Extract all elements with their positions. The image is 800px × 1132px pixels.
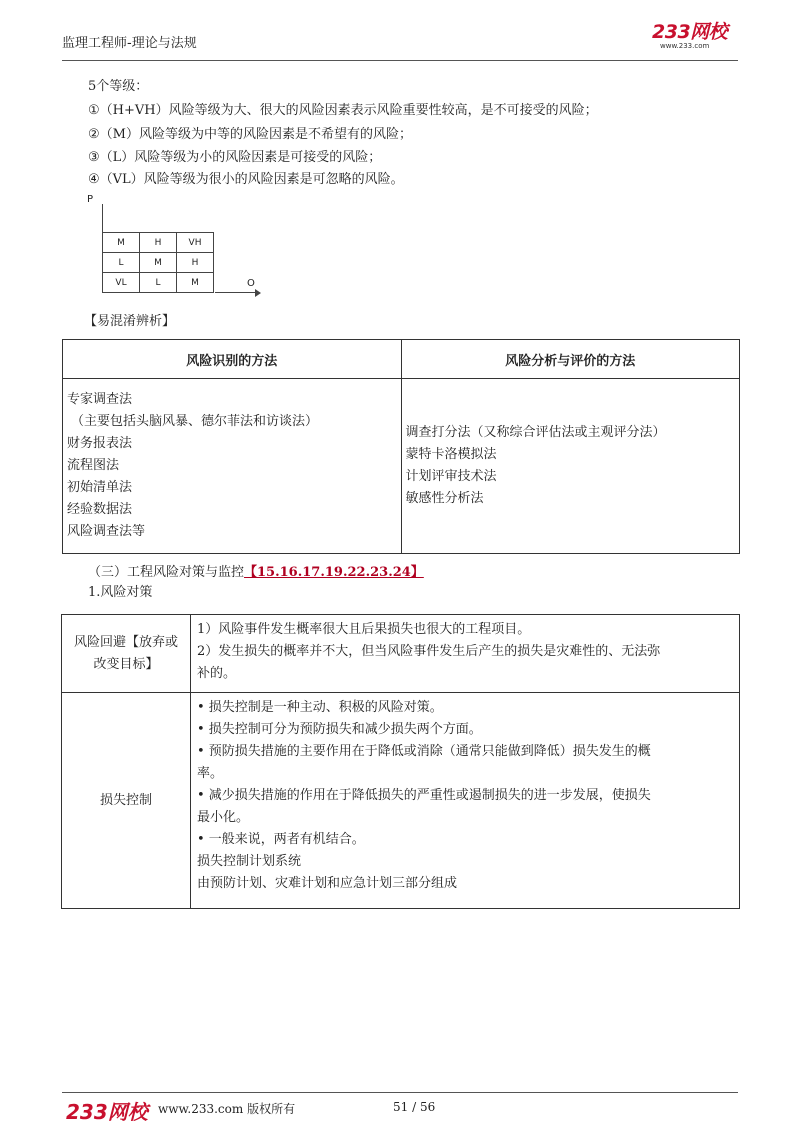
strategy-label-loss-control xyxy=(62,693,191,909)
matrix-grid xyxy=(102,232,214,293)
content-line: • 损失控制是一种主动、积极的风险对策。 xyxy=(197,700,443,715)
list-item: 经验数据法 xyxy=(67,502,133,517)
col-header-identification: 风险识别的方法 xyxy=(63,340,402,379)
content-line: 最小化。 xyxy=(197,810,250,825)
section-title: （三）工程风险对策与监控 xyxy=(88,565,245,580)
matrix-cell: H xyxy=(177,253,214,273)
strategy-content-avoidance xyxy=(191,615,740,693)
matrix-cell: M xyxy=(103,233,140,253)
footer-divider xyxy=(62,1092,738,1093)
col-header-analysis: 风险分析与评价的方法 xyxy=(401,340,740,379)
content-line: • 减少损失措施的作用在于降低损失的严重性或遏制损失的进一步发展，使损失 xyxy=(197,788,651,803)
matrix-cell: L xyxy=(140,273,177,293)
level-item-3: ③（L）风险等级为小的风险因素是可接受的风险； xyxy=(88,150,382,165)
x-axis-label: O xyxy=(247,278,255,289)
risk-strategies-table xyxy=(61,614,740,909)
label-line: 改变目标】 xyxy=(93,656,159,672)
section-subtitle: 1.风险对策 xyxy=(88,585,153,600)
list-item: 财务报表法 xyxy=(67,436,133,451)
identification-methods-cell xyxy=(63,379,402,554)
analysis-methods-cell xyxy=(401,379,740,554)
y-axis-label: P xyxy=(87,194,94,205)
content-line: 补的。 xyxy=(197,666,237,681)
list-item: 专家调查法 xyxy=(67,392,133,407)
matrix-cell: M xyxy=(177,273,214,293)
matrix-cell: M xyxy=(140,253,177,273)
matrix-cell: VH xyxy=(177,233,214,253)
page-number: 51 / 56 xyxy=(393,1100,436,1114)
content-line: • 一般来说，两者有机结合。 xyxy=(197,832,365,847)
label-line: 损失控制 xyxy=(99,792,152,808)
y-axis-line xyxy=(102,204,103,234)
footer-copyright: www.233.com 版权所有 xyxy=(158,1102,296,1116)
matrix-cell: H xyxy=(140,233,177,253)
content-line: • 预防损失措施的主要作用在于降低或消除（通常只能做到降低）损失发生的概 xyxy=(197,744,651,759)
list-item: 计划评审技术法 xyxy=(405,469,497,484)
strategy-content-loss-control xyxy=(191,693,740,909)
content-line: • 损失控制可分为预防损失和减少损失两个方面。 xyxy=(197,722,482,737)
list-item: （主要包括头脑风暴、德尔菲法和访谈法） xyxy=(71,414,319,429)
level-item-1: ①（H+VH）风险等级为大、很大的风险因素表示风险重要性较高，是不可接受的风险； xyxy=(88,103,598,118)
level-item-2: ②（M）风险等级为中等的风险因素是不希望有的风险； xyxy=(88,127,412,142)
list-item: 蒙特卡洛模拟法 xyxy=(405,447,497,462)
section-heading xyxy=(88,561,424,580)
header-divider xyxy=(62,60,738,61)
content-line: 2）发生损失的概率并不大，但当风险事件发生后产生的损失是灾难性的、无法弥 xyxy=(197,644,661,659)
logo-url: www.233.com xyxy=(660,42,710,50)
exam-years-tag: 【15.16.17.19.22.23.24】 xyxy=(244,565,424,580)
brand-logo xyxy=(652,22,732,52)
footer-logo xyxy=(66,1096,148,1125)
risk-matrix xyxy=(85,192,275,302)
logo-text: 233网校 xyxy=(652,21,728,43)
list-item: 调查打分法（又称综合评估法或主观评分法） xyxy=(405,425,666,440)
confusion-heading: 【易混淆辨析】 xyxy=(84,314,176,329)
header-title: 监理工程师-理论与法规 xyxy=(62,36,197,51)
x-axis-arrow xyxy=(215,292,255,293)
content-line: 1）风险事件发生概率很大且后果损失也很大的工程项目。 xyxy=(197,622,531,637)
levels-intro: 5个等级： xyxy=(88,79,149,94)
label-line: 风险回避【放弃或 xyxy=(73,634,178,650)
strategy-label-avoidance xyxy=(62,615,191,693)
level-item-4: ④（VL）风险等级为很小的风险因素是可忽略的风险。 xyxy=(88,172,404,187)
matrix-cell: L xyxy=(103,253,140,273)
list-item: 流程图法 xyxy=(67,458,120,473)
content-line: 率。 xyxy=(197,766,224,781)
methods-comparison-table xyxy=(62,339,740,554)
list-item: 风险调查法等 xyxy=(67,524,146,539)
content-line: 由预防计划、灾难计划和应急计划三部分组成 xyxy=(197,876,458,891)
content-line: 损失控制计划系统 xyxy=(197,854,302,869)
matrix-cell: VL xyxy=(103,273,140,293)
list-item: 初始清单法 xyxy=(67,480,133,495)
footer-logo-text: 233网校 xyxy=(66,1100,148,1124)
list-item: 敏感性分析法 xyxy=(405,491,484,506)
